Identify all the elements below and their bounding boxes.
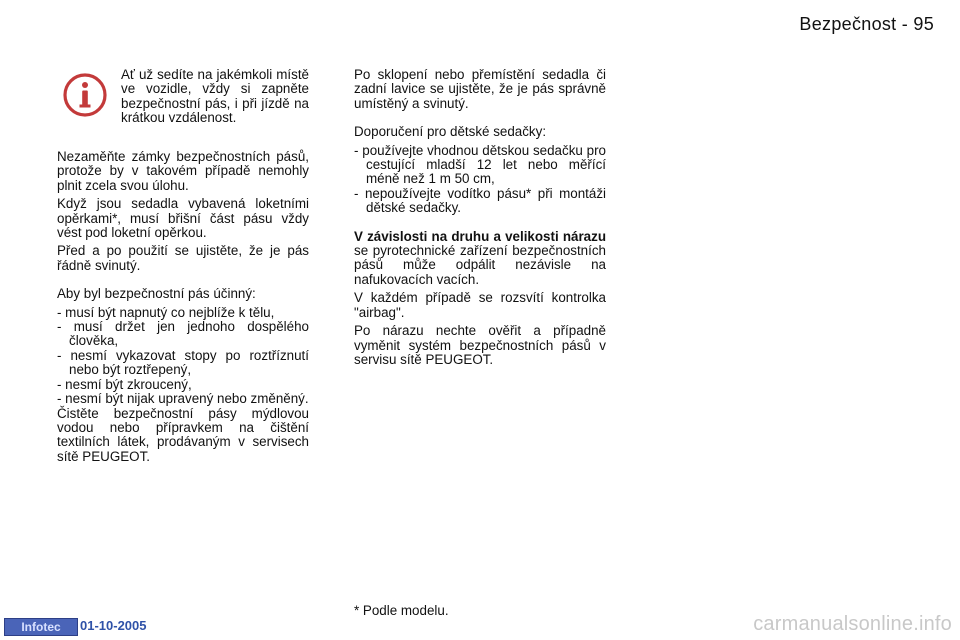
infotec-logo: Infotec	[4, 618, 78, 636]
list-item: - nepoužívejte vodítko pásu* při montáži dětské sedačky.	[354, 185, 606, 216]
list-item: - používejte vhodnou dětskou sedačku pro cestující mladší 12 let nebo měřící méně než 1 m 50 cm,	[354, 142, 606, 187]
print-date: 01-10-2005	[80, 618, 147, 633]
list-item: - nesmí být zkroucený,	[57, 376, 192, 392]
left-column	[57, 150, 309, 464]
paragraph: Po nárazu nechte ověřit a případně vyměnit systém bezpečnostních pásů v servisu sítě PEUGEOT.	[354, 323, 606, 367]
paragraph: Doporučení pro dětské sedačky:	[354, 124, 547, 140]
list-item: - musí držet jen jednoho dospělého člověka,	[57, 319, 309, 349]
bold-lead: V závislosti na druhu a velikosti nárazu	[354, 228, 606, 244]
list-item: - musí být napnutý co nejblíže k tělu,	[57, 304, 275, 320]
footnote: * Podle modelu.	[354, 603, 449, 618]
watermark: carmanualsonline.info	[753, 613, 952, 635]
paragraph: Aby byl bezpečnostní pás účinný:	[57, 286, 256, 302]
paragraph: Po sklopení nebo přemístění sedadla či zadní lavice se ujistěte, že je pás správně umístěný a svinutý.	[354, 67, 606, 111]
paragraph: Nezaměňte zámky bezpečnostních pásů, protože by v takovém případě nemohly plnit zcela svou úlohu.	[57, 149, 309, 193]
warning-text: Ať už sedíte na jakémkoli místě ve vozidle, vždy si zapněte bezpečnostní pás, i při jízdě na krátkou vzdálenost.	[121, 67, 309, 126]
paragraph-rest: se pyrotechnické zařízení bezpečnostních pásů může odpálit nezávisle na nafukovacích vacích.	[354, 243, 606, 287]
paragraph: V každém případě se rozsvítí kontrolka "airbag".	[354, 290, 606, 320]
info-warning-icon	[62, 72, 108, 118]
right-column	[354, 68, 606, 367]
list-item: - nesmí být nijak upravený nebo změněný.	[57, 391, 309, 407]
paragraph: Před a po použití se ujistěte, že je pás řádně svinutý.	[57, 243, 309, 273]
list-item: - nesmí vykazovat stopy po roztříznutí nebo být roztřepený,	[57, 347, 309, 378]
paragraph	[354, 230, 606, 288]
paragraph: Čistěte bezpečnostní pásy mýdlovou vodou nebo přípravkem na čištění textilních látek, prodávaným v servisech sítě PEUGEOT.	[57, 405, 309, 464]
paragraph: Když jsou sedadla vybavená loketními opěrkami*, musí břišní část pásu vždy vést pod loketní opěrkou.	[57, 196, 309, 241]
page-header: Bezpečnost - 95	[799, 14, 934, 34]
